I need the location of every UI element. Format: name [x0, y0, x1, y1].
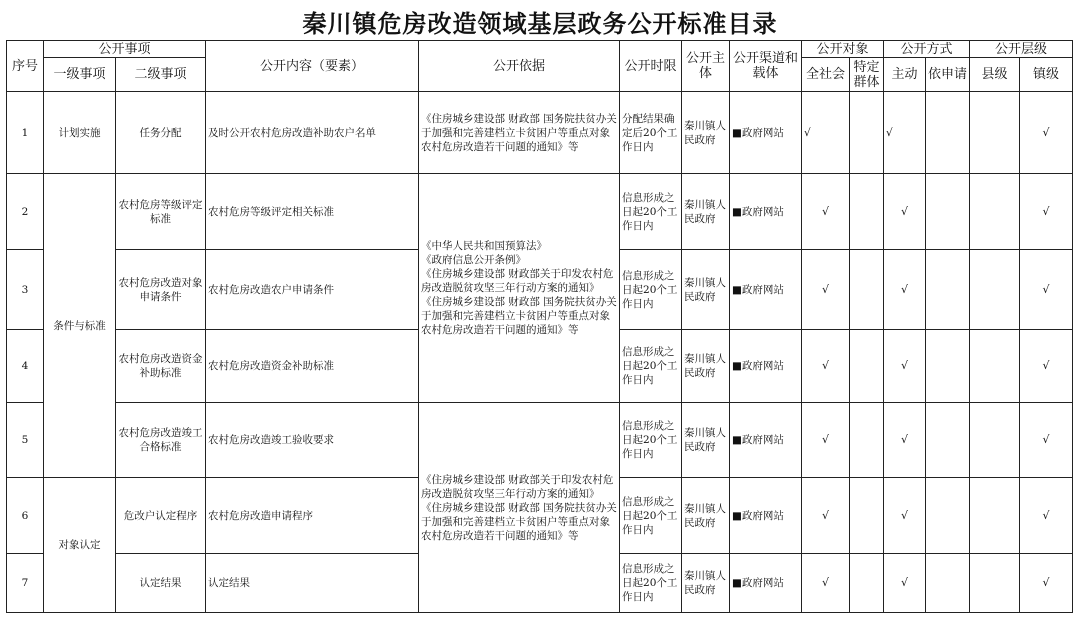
mode-request-mark: [926, 478, 970, 554]
header-mode-active: 主动: [884, 58, 926, 92]
subject-cell: 秦川镇人民政府: [682, 478, 730, 554]
header-mode: 公开方式: [884, 41, 970, 58]
content-cell: 认定结果: [206, 554, 419, 613]
target-special-mark: [850, 478, 884, 554]
header-tier: 公开层级: [970, 41, 1073, 58]
tier-town-mark: √: [1020, 330, 1073, 403]
target-all-mark: √: [802, 478, 850, 554]
mode-active-mark: √: [884, 554, 926, 613]
tier-town-mark: √: [1020, 250, 1073, 330]
target-special-mark: [850, 330, 884, 403]
target-special-mark: [850, 554, 884, 613]
target-all-mark: √: [802, 330, 850, 403]
mode-request-mark: [926, 250, 970, 330]
mode-active-mark: √: [884, 92, 926, 174]
target-special-mark: [850, 92, 884, 174]
mode-request-mark: [926, 330, 970, 403]
tier-town-mark: √: [1020, 174, 1073, 250]
level2-cell: 农村危房改造资金补助标准: [116, 330, 206, 403]
header-target: 公开对象: [802, 41, 884, 58]
header-content: 公开内容（要素）: [206, 41, 419, 92]
tier-county-mark: [970, 403, 1020, 478]
time-cell: 信息形成之日起20个工作日内: [620, 478, 682, 554]
mode-active-mark: √: [884, 250, 926, 330]
level1-cell: 对象认定: [44, 478, 116, 613]
tier-town-mark: √: [1020, 92, 1073, 174]
content-cell: 及时公开农村危房改造补助农户名单: [206, 92, 419, 174]
channel-cell: ■政府网站: [730, 554, 802, 613]
page-title: 秦川镇危房改造领域基层政务公开标准目录: [302, 9, 778, 38]
row-seq: 3: [7, 250, 44, 330]
mode-active-mark: √: [884, 403, 926, 478]
basis-cell: 《住房城乡建设部 财政部关于印发农村危房改造脱贫攻坚三年行动方案的通知》 《住房城乡建设部 财政部 国务院扶贫办关于加强和完善建档立卡贫困户等重点对象农村危房改造若干问题的通知》等: [419, 403, 620, 613]
header-subject: 公开主体: [682, 41, 730, 92]
channel-cell: ■政府网站: [730, 92, 802, 174]
subject-cell: 秦川镇人民政府: [682, 92, 730, 174]
header-tier-town: 镇级: [1020, 58, 1073, 92]
mode-request-mark: [926, 403, 970, 478]
row-seq: 4: [7, 330, 44, 403]
table-row: [7, 92, 1073, 174]
content-cell: 农村危房改造竣工验收要求: [206, 403, 419, 478]
catalog-table: [6, 40, 1073, 613]
channel-cell: ■政府网站: [730, 174, 802, 250]
target-special-mark: [850, 403, 884, 478]
header-level1: 一级事项: [44, 58, 116, 92]
mode-request-mark: [926, 554, 970, 613]
time-cell: 信息形成之日起20个工作日内: [620, 403, 682, 478]
time-cell: 分配结果确定后20个工作日内: [620, 92, 682, 174]
mode-active-mark: √: [884, 478, 926, 554]
time-cell: 信息形成之日起20个工作日内: [620, 174, 682, 250]
header-time: 公开时限: [620, 41, 682, 92]
target-all-mark: √: [802, 250, 850, 330]
header-mode-request: 依申请: [926, 58, 970, 92]
header-basis: 公开依据: [419, 41, 620, 92]
header-matter: 公开事项: [44, 41, 206, 58]
level2-cell: 任务分配: [116, 92, 206, 174]
header-channel: 公开渠道和载体: [730, 41, 802, 92]
tier-county-mark: [970, 92, 1020, 174]
target-special-mark: [850, 250, 884, 330]
subject-cell: 秦川镇人民政府: [682, 250, 730, 330]
mode-request-mark: [926, 174, 970, 250]
basis-cell: 《住房城乡建设部 财政部 国务院扶贫办关于加强和完善建档立卡贫困户等重点对象农村危房改造若干问题的通知》等: [419, 92, 620, 174]
subject-cell: 秦川镇人民政府: [682, 554, 730, 613]
subject-cell: 秦川镇人民政府: [682, 330, 730, 403]
tier-county-mark: [970, 250, 1020, 330]
subject-cell: 秦川镇人民政府: [682, 174, 730, 250]
table-row: [7, 174, 1073, 250]
tier-county-mark: [970, 330, 1020, 403]
mode-active-mark: √: [884, 330, 926, 403]
header-tier-county: 县级: [970, 58, 1020, 92]
subject-cell: 秦川镇人民政府: [682, 403, 730, 478]
level2-cell: 农村危房改造竣工合格标准: [116, 403, 206, 478]
time-cell: 信息形成之日起20个工作日内: [620, 330, 682, 403]
table-row: [7, 403, 1073, 478]
level1-cell: 条件与标准: [44, 174, 116, 478]
tier-county-mark: [970, 478, 1020, 554]
row-seq: 2: [7, 174, 44, 250]
content-cell: 农村危房改造农户申请条件: [206, 250, 419, 330]
tier-town-mark: √: [1020, 403, 1073, 478]
mode-active-mark: √: [884, 174, 926, 250]
target-all-mark: √: [802, 174, 850, 250]
header-target-special: 特定群体: [850, 58, 884, 92]
channel-cell: ■政府网站: [730, 250, 802, 330]
header-level2: 二级事项: [116, 58, 206, 92]
target-all-mark: √: [802, 403, 850, 478]
content-cell: 农村危房等级评定相关标准: [206, 174, 419, 250]
target-special-mark: [850, 174, 884, 250]
content-cell: 农村危房改造申请程序: [206, 478, 419, 554]
row-seq: 5: [7, 403, 44, 478]
target-all-mark: √: [802, 554, 850, 613]
channel-cell: ■政府网站: [730, 330, 802, 403]
channel-cell: ■政府网站: [730, 478, 802, 554]
time-cell: 信息形成之日起20个工作日内: [620, 250, 682, 330]
tier-town-mark: √: [1020, 478, 1073, 554]
level2-cell: 认定结果: [116, 554, 206, 613]
channel-cell: ■政府网站: [730, 403, 802, 478]
header-target-all: 全社会: [802, 58, 850, 92]
tier-town-mark: √: [1020, 554, 1073, 613]
tier-county-mark: [970, 554, 1020, 613]
tier-county-mark: [970, 174, 1020, 250]
basis-cell: 《中华人民共和国预算法》 《政府信息公开条例》 《住房城乡建设部 财政部关于印发农村危房改造脱贫攻坚三年行动方案的通知》 《住房城乡建设部 财政部 国务院扶贫办关于加强和完善建档立卡贫困户等重点对象农村危房改造若干问题的通知》等: [419, 174, 620, 403]
level2-cell: 农村危房改造对象申请条件: [116, 250, 206, 330]
row-seq: 1: [7, 92, 44, 174]
header-seq: 序号: [7, 41, 44, 92]
level2-cell: 农村危房等级评定标准: [116, 174, 206, 250]
level1-cell: 计划实施: [44, 92, 116, 174]
row-seq: 7: [7, 554, 44, 613]
level2-cell: 危改户认定程序: [116, 478, 206, 554]
time-cell: 信息形成之日起20个工作日内: [620, 554, 682, 613]
row-seq: 6: [7, 478, 44, 554]
content-cell: 农村危房改造资金补助标准: [206, 330, 419, 403]
mode-request-mark: [926, 92, 970, 174]
target-all-mark: √: [802, 92, 850, 174]
